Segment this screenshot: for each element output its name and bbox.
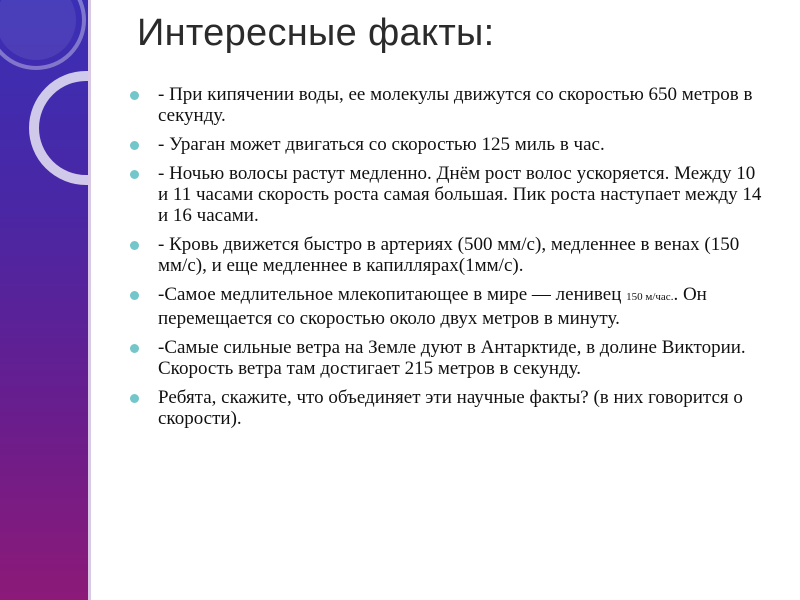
fact-item xyxy=(130,284,770,329)
fact-item xyxy=(130,234,770,276)
bullet-dot-icon xyxy=(130,394,139,403)
fact-text: - Кровь движется быстро в артериях (500 мм/с), медленнее в венах (150 мм/с), и еще медленнее в капиллярах(1мм/с). xyxy=(158,234,740,276)
fact-text: - Ураган может двигаться со скоростью 125 миль в час. xyxy=(158,134,605,155)
fact-text-continued: . Он перемещается со скоростью около двух метров в минуту. xyxy=(158,284,707,329)
bullet-dot-icon xyxy=(130,91,139,100)
fact-item xyxy=(130,387,770,429)
bullet-dot-icon xyxy=(130,241,139,250)
bullet-dot-icon xyxy=(130,170,139,179)
fact-text: -Самые сильные ветра на Земле дуют в Антарктиде, в долине Виктории. Скорость ветра там достигает 215 метров в секунду. xyxy=(158,337,746,379)
fact-item xyxy=(130,163,770,226)
side-divider xyxy=(88,0,91,600)
bullet-dot-icon xyxy=(130,291,139,300)
fact-item xyxy=(130,84,770,126)
decorative-side-band xyxy=(0,0,88,600)
slide-title: Интересные факты: xyxy=(137,12,495,54)
fact-text: - Ночью волосы растут медленно. Днём рост волос ускоряется. Между 10 и 11 часами скорость роста самая большая. Пик роста наступает между 14 и 16 часами. xyxy=(158,163,762,226)
bullet-dot-icon xyxy=(130,344,139,353)
fact-small-text: 150 м/час. xyxy=(626,291,674,303)
fact-item xyxy=(130,337,770,379)
decorative-rings xyxy=(0,0,88,600)
fact-text: - При кипячении воды, ее молекулы движутся со скоростью 650 метров в секунду. xyxy=(158,84,753,126)
fact-text: Ребята, скажите, что объединяет эти научные факты? (в них говорится о скорости). xyxy=(158,387,743,429)
fact-text: -Самое медлительное млекопитающее в мире — ленивец xyxy=(158,284,622,305)
fact-item xyxy=(130,134,770,155)
bullet-dot-icon xyxy=(130,141,139,150)
fact-list xyxy=(130,84,770,437)
